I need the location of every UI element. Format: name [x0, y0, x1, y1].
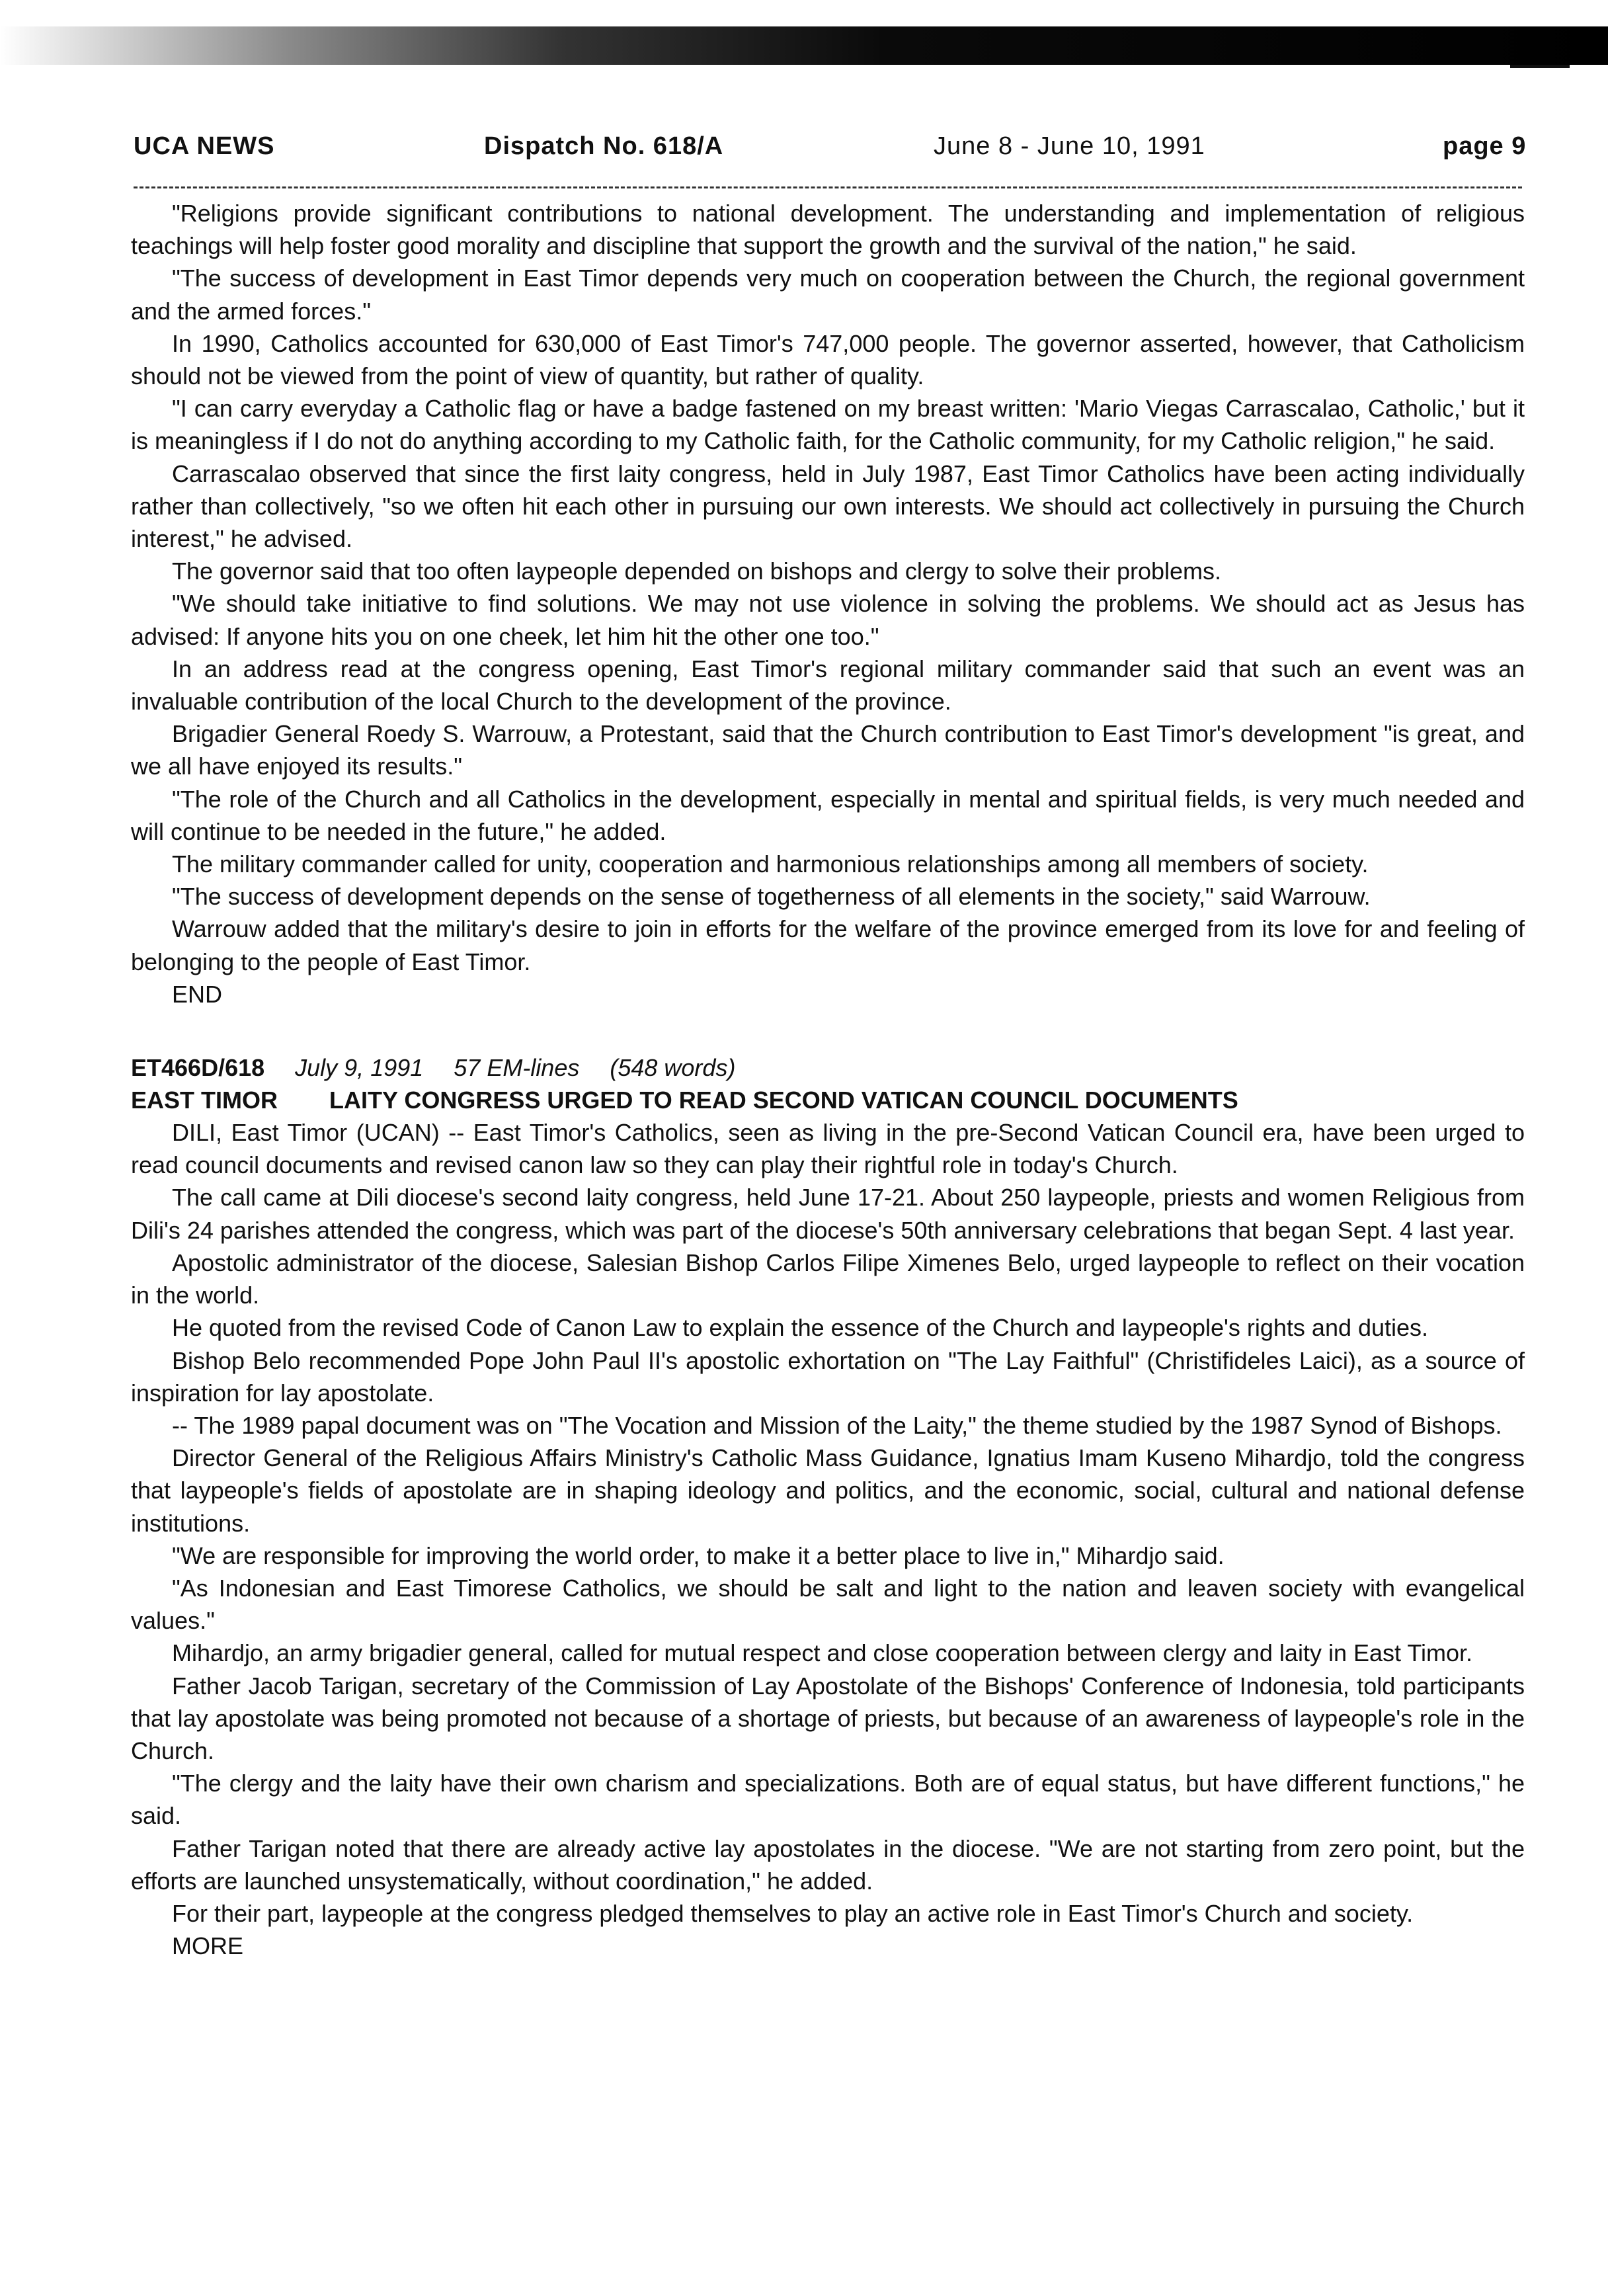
paragraph: Bishop Belo recommended Pope John Paul II's apostolic exhortation on "The Lay Faithful" (Christifideles Laici), as a source of inspiration for lay apostolate. — [131, 1346, 1525, 1407]
paragraph: "The success of development in East Timor depends very much on cooperation between the Church, the regional government and the armed forces." — [131, 265, 1525, 325]
header-divider — [134, 186, 1522, 188]
more-marker: MORE — [172, 1932, 243, 1960]
paragraph: Warrouw added that the military's desire to join in efforts for the welfare of the province emerged from its love for and feeling of belonging to the people of East Timor. — [131, 915, 1525, 975]
paragraph: The governor said that too often laypeople depended on bishops and clergy to solve their problems. — [172, 557, 1222, 585]
story-laity-congress — [131, 1051, 1525, 1962]
paragraph: Brigadier General Roedy S. Warrouw, a Protestant, said that the Church contribution to East Timor's development "is great, and we all have enjoyed its results." — [131, 720, 1525, 780]
story-kicker: EAST TIMOR — [131, 1086, 278, 1114]
page-number: page 9 — [1443, 132, 1527, 160]
paragraph: Apostolic administrator of the diocese, Salesian Bishop Carlos Filipe Ximenes Belo, urged laypeople to reflect on their vocation in the world. — [131, 1249, 1525, 1309]
page-body — [131, 197, 1525, 1962]
paragraph: "We should take initiative to find solutions. We may not use violence in solving the problems. We should act as Jesus has advised: If anyone hits you on one cheek, let him hit the other one too." — [131, 590, 1525, 650]
scan-edge-bar — [0, 26, 1608, 65]
paragraph: -- The 1989 papal document was on "The Vocation and Mission of the Laity," the theme studied by the 1987 Synod of Bishops. — [172, 1411, 1502, 1439]
paragraph: "As Indonesian and East Timorese Catholics, we should be salt and light to the nation and leaven society with evangelical values." — [131, 1574, 1525, 1635]
paragraph: In 1990, Catholics accounted for 630,000 of East Timor's 747,000 people. The governor asserted, however, that Catholicism should not be viewed from the point of view of quantity, but rather of quality. — [131, 329, 1525, 390]
paragraph: Father Tarigan noted that there are already active lay apostolates in the diocese. "We are not starting from zero point, but the efforts are launched unsystematically, without coordination," he added. — [131, 1834, 1525, 1895]
story-slug: ET466D/618 — [131, 1054, 265, 1082]
dispatch-number: Dispatch No. 618/A — [484, 132, 724, 160]
paragraph: Mihardjo, an army brigadier general, called for mutual respect and close cooperation between clergy and laity in East Timor. — [172, 1639, 1473, 1667]
paragraph: Father Jacob Tarigan, secretary of the Commission of Lay Apostolate of the Bishops' Conference of Indonesia, told participants that lay apostolate was being promoted not because of a shortage of priests, but because of an awareness of laypeople's role in the Church. — [131, 1672, 1525, 1764]
paragraph: The call came at Dili diocese's second laity congress, held June 17-21. About 250 laypeople, priests and women Religious from Dili's 24 parishes attended the congress, which was part of the diocese's 50th anniversary celebrations that began Sept. 4 last year. — [131, 1184, 1525, 1244]
paragraph: He quoted from the revised Code of Canon Law to explain the essence of the Church and laypeople's rights and duties. — [172, 1314, 1429, 1342]
story-word-count: (548 words) — [610, 1054, 736, 1082]
story-length: 57 EM-lines — [454, 1054, 580, 1082]
story-headline: LAITY CONGRESS URGED TO READ SECOND VATICAN COUNCIL DOCUMENTS — [329, 1086, 1238, 1114]
dispatch-date-range: June 8 - June 10, 1991 — [934, 132, 1205, 160]
paragraph: Director General of the Religious Affairs Ministry's Catholic Mass Guidance, Ignatius Imam Kuseno Mihardjo, told the congress that laypeople's fields of apostolate are in shaping ideology and politics, and the economic, social, cultural and national defense institutions. — [131, 1444, 1525, 1537]
story-headline-line — [131, 1084, 1525, 1116]
story-slug-line — [131, 1051, 1525, 1084]
end-marker: END — [172, 980, 223, 1008]
story-continued — [131, 197, 1525, 1010]
paragraph: "I can carry everyday a Catholic flag or have a badge fastened on my breast written: 'Mario Viegas Carrascalao, Catholic,' but it is meaningless if I do not do anything according to my Catholic faith, for the Catholic community, for my Catholic religion," he said. — [131, 395, 1525, 455]
paragraph: The military commander called for unity, cooperation and harmonious relationships among all members of society. — [172, 850, 1369, 878]
publication-name: UCA NEWS — [134, 132, 275, 160]
paragraph: "The success of development depends on the sense of togetherness of all elements in the society," said Warrouw. — [172, 883, 1371, 911]
story-date: July 9, 1991 — [295, 1054, 424, 1082]
paragraph: "Religions provide significant contributions to national development. The understanding and implementation of religious teachings will help foster good morality and discipline that support the growth and the survival of the nation," he said. — [131, 200, 1525, 260]
corner-mark — [1510, 65, 1570, 73]
paragraph: "The clergy and the laity have their own charism and specializations. Both are of equal status, but have different functions," he said. — [131, 1770, 1525, 1830]
paragraph: "We are responsible for improving the world order, to make it a better place to live in," Mihardjo said. — [172, 1541, 1225, 1569]
paragraph: "The role of the Church and all Catholics in the development, especially in mental and spiritual fields, is very much needed and will continue to be needed in the future," he added. — [131, 785, 1525, 845]
paragraph: DILI, East Timor (UCAN) -- East Timor's Catholics, seen as living in the pre-Second Vatican Council era, have been urged to read council documents and revised canon law so they can play their rightful role in today's Church. — [131, 1119, 1525, 1179]
paragraph: For their part, laypeople at the congress pledged themselves to play an active role in East Timor's Church and society. — [172, 1899, 1414, 1927]
paragraph: In an address read at the congress opening, East Timor's regional military commander said that such an event was an invaluable contribution of the local Church to the development of the province. — [131, 655, 1525, 716]
page-header — [134, 132, 1527, 172]
paragraph: Carrascalao observed that since the first laity congress, held in July 1987, East Timor Catholics have been acting individually rather than collectively, "so we often hit each other in pursuing our own interests. We should act collectively in pursuing the Church interest," he advised. — [131, 460, 1525, 553]
